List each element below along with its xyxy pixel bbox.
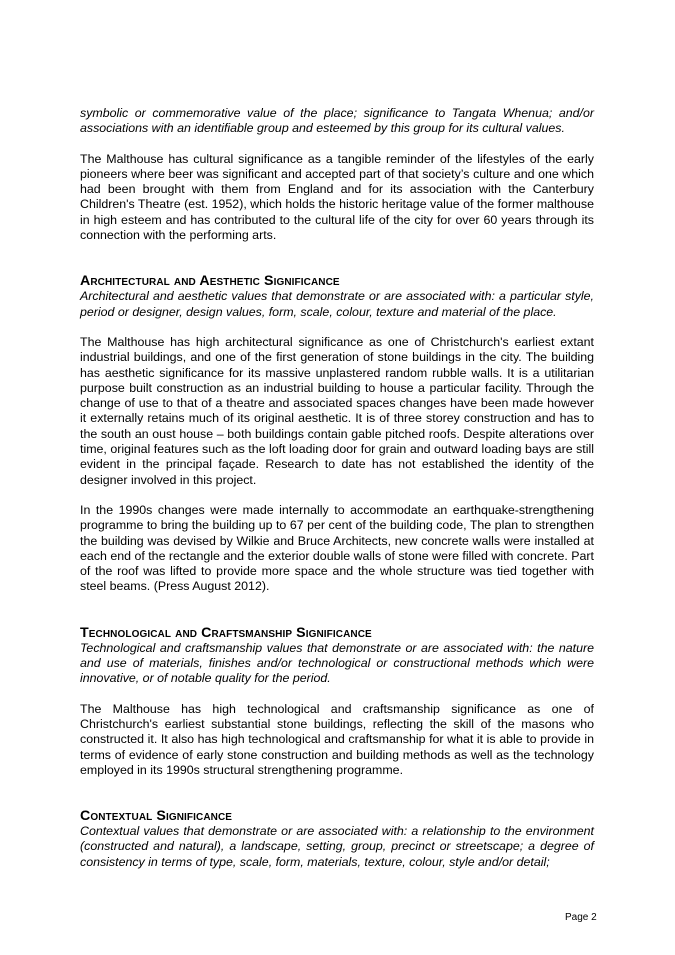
document-page [80,106,594,870]
cultural-significance-paragraph: The Malthouse has cultural significance as a tangible reminder of the lifestyles of the early pioneers where beer was significant and accepted part of that society’s culture and one which had been brought with them from England and for its association with the Canterbury Children's Theatre (est. 1952), which holds the historic heritage value of the former malthouse in high esteem and has contributed to the cultural life of the city for over 60 years through its connection with the performing arts. [80,151,594,243]
architectural-paragraph-2: In the 1990s changes were made internally to accommodate an earthquake-strengthening programme to bring the building up to 67 per cent of the building code, The plan to strengthen the building was devised by Wilkie and Bruce Architects, new concrete walls were installed at each end of the rectangle and the exterior double walls of stone were filled with concrete. Part of the roof was lifted to provide more space and the whole structure was tied together with steel beams. (Press August 2012). [80,502,594,594]
cultural-definition-continuation: symbolic or commemorative value of the place; significance to Tangata Whenua; and/or associations with an identifiable group and esteemed by this group for its cultural values. [80,106,594,136]
contextual-definition: Contextual values that demonstrate or are associated with: a relationship to the environment (constructed and natural), a landscape, setting, group, precinct or streetscape; a degree of consistency in terms of type, scale, form, materials, texture, colour, style and/or detail; [80,824,594,869]
contextual-heading: Contextual Significance [80,808,233,825]
technological-definition: Technological and craftsmanship values that demonstrate or are associated with: the nature and use of materials, finishes and/or technological or constructional methods which were innovative, or of notable quality for the period. [80,640,594,686]
technological-heading: Technological and Craftsmanship Significance [80,624,372,641]
architectural-paragraph-1: The Malthouse has high architectural significance as one of Christchurch's earliest extant industrial buildings, and one of the first generation of stone buildings in the city. The building has aesthetic significance for its massive unplastered random rubble walls. It is a utilitarian purpose built construction as an industrial building to house a particular facility. Through the change of use to that of a theatre and associated spaces changes have been made however it externally retains much of its original aesthetic. It is of three storey construction and has to the south an oust house – both buildings contain gable pitched roofs. Despite alterations over time, original features such as the loft loading door for grain and outward loading bays are still evident in the principal façade. Research to date has not established the identity of the designer involved in this project. [80,334,594,487]
technological-paragraph: The Malthouse has high technological and craftsmanship significance as one of Christchurch's earliest substantial stone buildings, reflecting the skill of the masons who constructed it. It also has high technological and craftsmanship for what it is able to provide in terms of evidence of early stone construction and building methods as well as the technology employed in its 1990s structural strengthening programme. [80,701,594,777]
architectural-definition: Architectural and aesthetic values that demonstrate or are associated with: a particular style, period or designer, design values, form, scale, colour, texture and material of the place. [80,289,594,319]
page-number: Page 2 [565,912,597,923]
architectural-heading: Architectural and Aesthetic Significance [80,273,340,290]
